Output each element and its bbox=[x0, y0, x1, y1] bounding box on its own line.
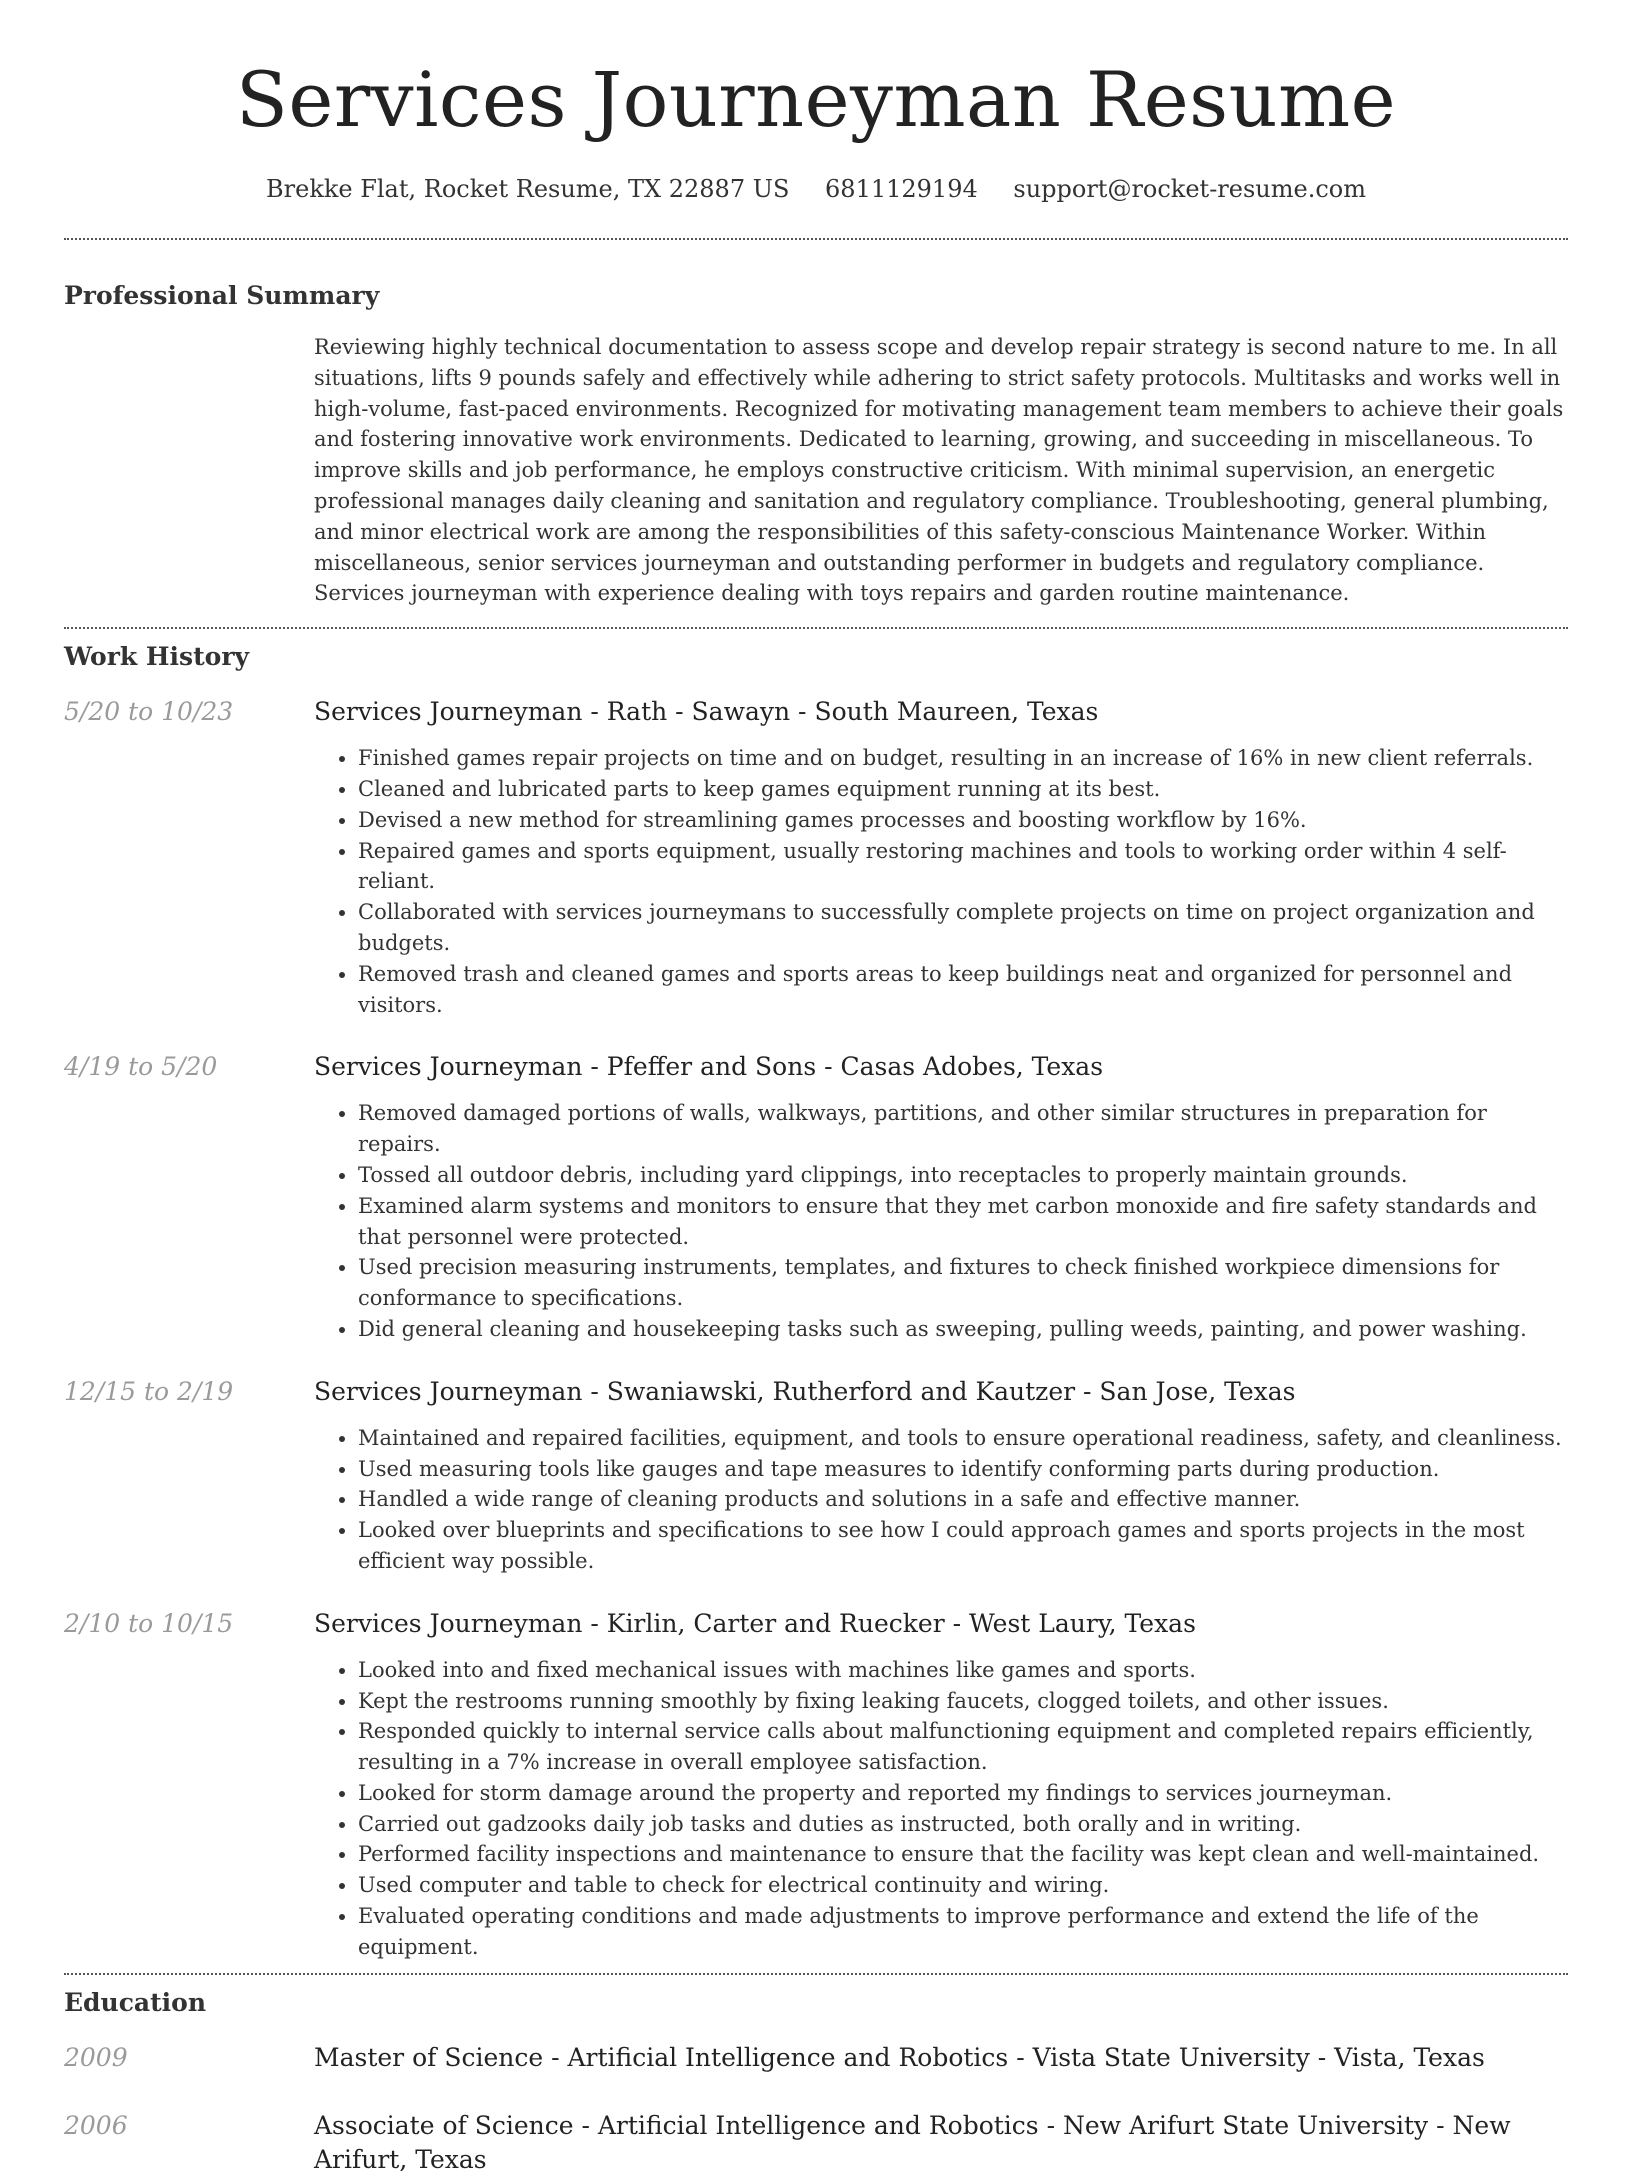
job-bullet: • Did general cleaning and housekeeping tasks such as sweeping, pulling weeds, painting, and power washing. bbox=[358, 1314, 1568, 1345]
job-bullet: • Handled a wide range of cleaning products and solutions in a safe and effective manner. bbox=[358, 1484, 1568, 1515]
section-title-work-history: Work History bbox=[64, 642, 250, 672]
job-bullet: • Looked into and fixed mechanical issues with machines like games and sports. bbox=[358, 1655, 1568, 1686]
resume-title: Services Journeyman Resume bbox=[235, 55, 1397, 144]
job-bullet: • Repaired games and sports equipment, usually restoring machines and tools to working order within 4 self-reliant. bbox=[358, 836, 1568, 898]
job-bullet: • Responded quickly to internal service calls about malfunctioning equipment and completed repairs efficiently, resulting in a 7% increase in overall employee satisfaction. bbox=[358, 1716, 1568, 1778]
job-bullets bbox=[314, 1098, 1568, 1344]
job-bullet: • Finished games repair projects on time and on budget, resulting in an increase of 16% in new client referrals. bbox=[358, 743, 1568, 774]
contact-phone: 6811129194 bbox=[825, 175, 978, 203]
job-body bbox=[314, 1050, 1568, 1344]
contact-email: support@rocket-resume.com bbox=[1013, 175, 1366, 203]
job-entry bbox=[64, 1050, 1568, 1344]
job-bullet: • Looked over blueprints and specifications to see how I could approach games and sports projects in the most efficient way possible. bbox=[358, 1515, 1568, 1577]
education-year: 2009 bbox=[64, 2042, 128, 2072]
job-bullet: • Examined alarm systems and monitors to ensure that they met carbon monoxide and fire safety standards and that personnel were protected. bbox=[358, 1191, 1568, 1253]
job-dates: 5/20 to 10/23 bbox=[64, 697, 234, 727]
job-bullets bbox=[314, 1655, 1568, 1963]
summary-text: Reviewing highly technical documentation to assess scope and develop repair strategy is second nature to me. In all situations, lifts 9 pounds safely and effectively while adhering to strict safety protocols. Multitasks and works well in high-volume, fast-paced environments. Recognized for motivating management team members to achieve their goals and fostering innovative work environments. Dedicated to learning, growing, and succeeding in miscellaneous. To improve skills and job performance, he employs constructive criticism. With minimal supervision, an energetic professional manages daily cleaning and sanitation and regulatory compliance. Troubleshooting, general plumbing, and minor electrical work are among the responsibilities of this safety-conscious Maintenance Worker. Within miscellaneous, senior services journeyman and outstanding performer in budgets and regulatory compliance. Services journeyman with experience dealing with toys repairs and garden routine maintenance. bbox=[314, 335, 1564, 606]
job-heading: Services Journeyman - Rath - Sawayn - South Maureen, Texas bbox=[314, 697, 1099, 727]
job-bullets bbox=[314, 1423, 1568, 1577]
education-entry bbox=[64, 2109, 1568, 2177]
education-text: Master of Science - Artificial Intelligence and Robotics - Vista State University - Vista, Texas bbox=[314, 2042, 1485, 2072]
job-bullet: • Carried out gadzooks daily job tasks and duties as instructed, both orally and in writing. bbox=[358, 1809, 1568, 1840]
education-entry bbox=[64, 2041, 1568, 2075]
job-heading: Services Journeyman - Swaniawski, Rutherford and Kautzer - San Jose, Texas bbox=[314, 1376, 1296, 1406]
contact-line bbox=[64, 174, 1568, 204]
job-entry bbox=[64, 695, 1568, 1020]
job-dates: 12/15 to 2/19 bbox=[64, 1376, 234, 1406]
education-year: 2006 bbox=[64, 2110, 128, 2140]
education-text: Associate of Science - Artificial Intelligence and Robotics - New Arifurt State University - New Arifurt, Texas bbox=[314, 2110, 1511, 2174]
job-bullets bbox=[314, 743, 1568, 1020]
job-body bbox=[314, 1375, 1568, 1577]
job-bullet: • Cleaned and lubricated parts to keep games equipment running at its best. bbox=[358, 774, 1568, 805]
section-title-education: Education bbox=[64, 1987, 207, 2017]
job-entry bbox=[64, 1375, 1568, 1577]
job-bullet: • Maintained and repaired facilities, equipment, and tools to ensure operational readiness, safety, and cleanliness. bbox=[358, 1423, 1568, 1454]
job-bullet: • Removed damaged portions of walls, walkways, partitions, and other similar structures in preparation for repairs. bbox=[358, 1098, 1568, 1160]
job-bullet: • Used computer and table to check for electrical continuity and wiring. bbox=[358, 1870, 1568, 1901]
job-dates: 4/19 to 5/20 bbox=[64, 1052, 218, 1082]
job-body bbox=[314, 1607, 1568, 1963]
job-entry bbox=[64, 1607, 1568, 1963]
job-heading: Services Journeyman - Kirlin, Carter and Ruecker - West Laury, Texas bbox=[314, 1608, 1196, 1638]
job-bullet: • Performed facility inspections and maintenance to ensure that the facility was kept clean and well-maintained. bbox=[358, 1839, 1568, 1870]
job-bullet: • Evaluated operating conditions and made adjustments to improve performance and extend the life of the equipment. bbox=[358, 1901, 1568, 1963]
job-body bbox=[314, 695, 1568, 1020]
job-bullet: • Devised a new method for streamlining games processes and boosting workflow by 16%. bbox=[358, 805, 1568, 836]
job-heading: Services Journeyman - Pfeffer and Sons - Casas Adobes, Texas bbox=[314, 1052, 1104, 1082]
section-title-summary: Professional Summary bbox=[64, 281, 380, 310]
job-bullet: • Collaborated with services journeymans to successfully complete projects on time on project organization and budgets. bbox=[358, 897, 1568, 959]
job-bullet: • Looked for storm damage around the property and reported my findings to services journeyman. bbox=[358, 1778, 1568, 1809]
job-bullet: • Used measuring tools like gauges and tape measures to identify conforming parts during production. bbox=[358, 1454, 1568, 1485]
contact-address: Brekke Flat, Rocket Resume, TX 22887 US bbox=[266, 175, 790, 203]
divider bbox=[64, 238, 1568, 240]
divider bbox=[64, 1973, 1568, 1975]
job-bullet: • Removed trash and cleaned games and sports areas to keep buildings neat and organized for personnel and visitors. bbox=[358, 959, 1568, 1021]
divider bbox=[64, 627, 1568, 629]
job-bullet: • Used precision measuring instruments, templates, and fixtures to check finished workpiece dimensions for conformance to specifications. bbox=[358, 1252, 1568, 1314]
job-dates: 2/10 to 10/15 bbox=[64, 1608, 234, 1638]
job-bullet: • Tossed all outdoor debris, including yard clippings, into receptacles to properly maintain grounds. bbox=[358, 1160, 1568, 1191]
job-bullet: • Kept the restrooms running smoothly by fixing leaking faucets, clogged toilets, and other issues. bbox=[358, 1686, 1568, 1717]
